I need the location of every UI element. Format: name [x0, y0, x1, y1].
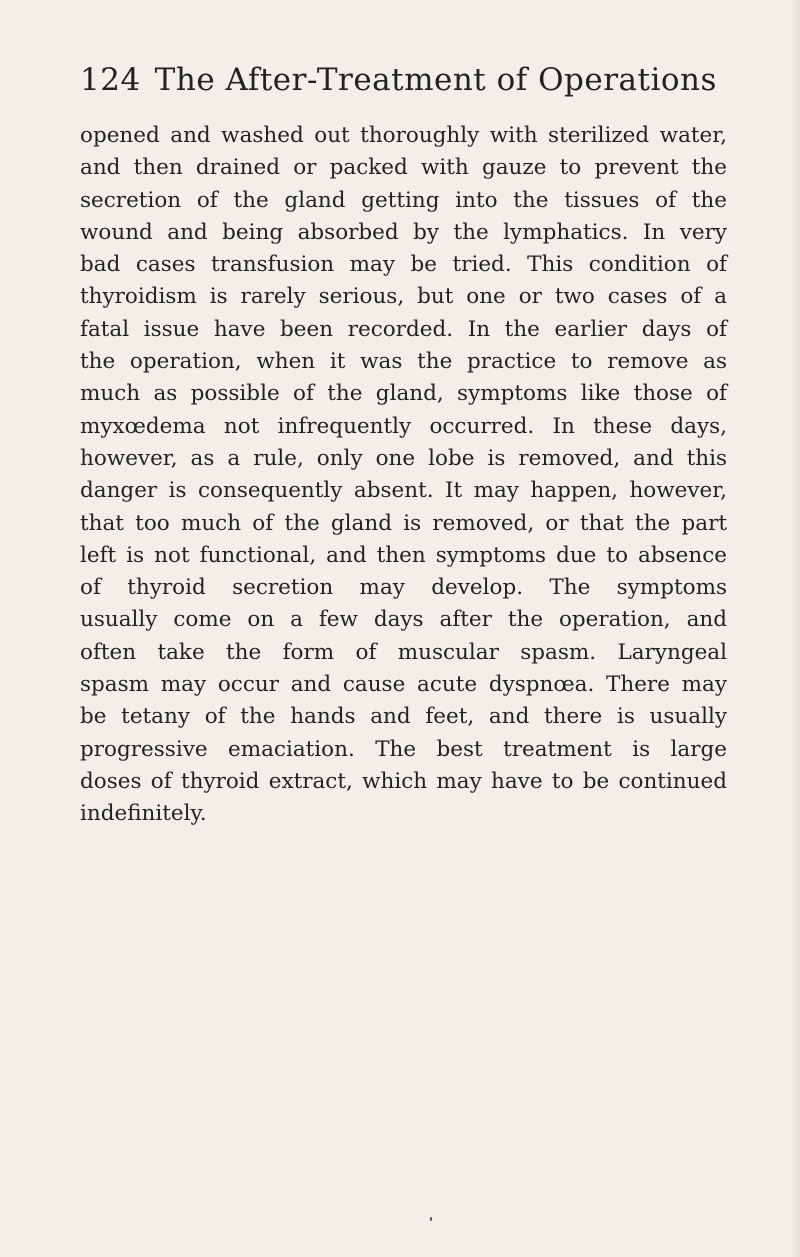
text-line: bad cases transfusion may be tried. This condition of	[80, 252, 727, 278]
text-line: wound and being absorbed by the lymphatics. In very	[80, 219, 727, 245]
text-line: that too much of the gland is removed, or that the part	[80, 510, 727, 536]
page-number: 124	[80, 62, 141, 98]
text-line: usually come on a few days after the operation, and	[80, 607, 727, 633]
paper-speck	[430, 1217, 432, 1221]
text-line: thyroidism is rarely serious, but one or two cases of a	[80, 284, 727, 310]
text-line: opened and washed out thoroughly with sterilized water,	[80, 123, 727, 148]
text-line: danger is consequently absent. It may happen, however,	[80, 478, 727, 504]
text-line: and then drained or packed with gauze to prevent the	[80, 155, 727, 181]
text-line: fatal issue have been recorded. In the earlier days of	[80, 316, 727, 342]
running-header	[80, 62, 740, 106]
text-line: secretion of the gland getting into the tissues of the	[80, 187, 727, 213]
text-line: left is not functional, and then symptoms due to absence	[80, 542, 727, 568]
text-line: progressive emaciation. The best treatment is large	[80, 736, 727, 762]
text-line: often take the form of muscular spasm. Laryngeal	[80, 639, 727, 665]
text-line: of thyroid secretion may develop. The symptoms	[80, 575, 727, 601]
body-paragraph	[80, 120, 727, 831]
text-line: indefinitely.	[80, 801, 207, 827]
text-line: the operation, when it was the practice to remove as	[80, 349, 727, 375]
text-line: be tetany of the hands and feet, and there is usually	[80, 704, 727, 730]
text-line: spasm may occur and cause acute dyspnœa. There may	[80, 672, 727, 698]
text-line: however, as a rule, only one lobe is removed, and this	[80, 445, 727, 471]
text-line: doses of thyroid extract, which may have to be continued	[80, 768, 727, 794]
running-title: The After-Treatment of Operations	[154, 62, 717, 98]
text-line: much as possible of the gland, symptoms like those of	[80, 381, 727, 407]
text-line: myxœdema not infrequently occurred. In these days,	[80, 413, 727, 439]
page-edge-shadow	[790, 0, 800, 1257]
